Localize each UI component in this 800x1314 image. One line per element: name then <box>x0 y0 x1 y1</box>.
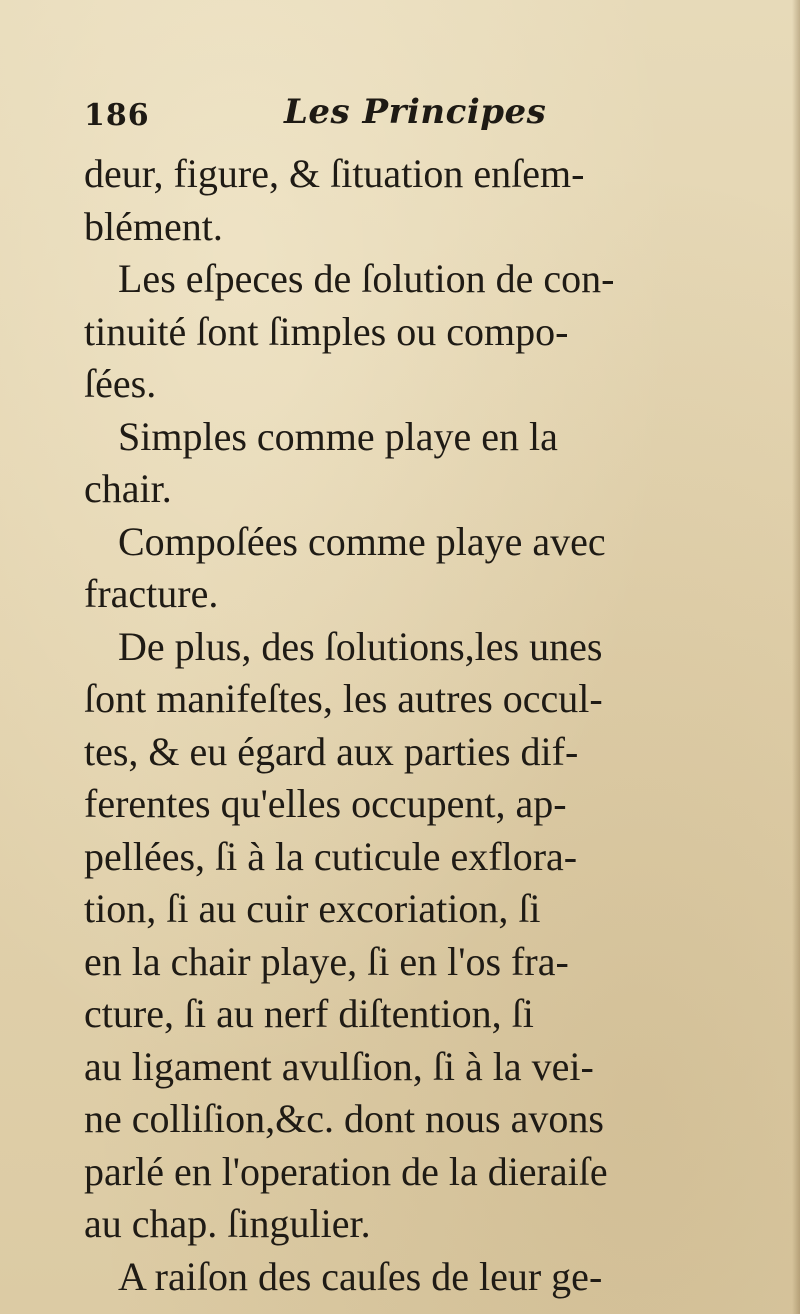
text-line: au ligament avulſion, ſi à la vei- <box>84 1043 594 1089</box>
text-line: ſont manifeſtes, les autres occul- <box>84 676 603 721</box>
text-line: ferentes qu'elles occupent, ap- <box>84 781 567 826</box>
text-line: tion, ſi au cuir excoriation, ſi <box>84 886 541 931</box>
text-line: en la chair playe, ſi en l'os fra- <box>84 938 569 984</box>
text-line: tinuité ſont ſimples ou compo- <box>84 308 569 354</box>
text-line: Compoſées comme playe avec <box>118 518 606 564</box>
page-header <box>84 92 704 140</box>
text-line: au chap. ſingulier. <box>84 1201 371 1246</box>
text-line: deur, figure, & ſituation enſem- <box>84 151 585 196</box>
text-line: pellées, ſi à la cuticule exflora- <box>84 833 578 879</box>
page-number: 186 <box>84 98 150 133</box>
text-line: De plus, des ſolutions,les unes <box>118 623 603 669</box>
text-line: ſées. <box>84 361 157 406</box>
text-line: A raiſon des cauſes de leur ge- <box>118 1253 603 1299</box>
text-line: fracture. <box>84 571 219 616</box>
running-title: Les Principes <box>284 92 547 132</box>
text-line: cture, ſi au nerf diſtention, ſi <box>84 991 534 1036</box>
body-text <box>84 148 704 1303</box>
text-line: blément. <box>84 203 223 249</box>
text-line: Les eſpeces de ſolution de con- <box>118 256 615 301</box>
text-line: tes, & eu égard aux parties dif- <box>84 728 579 774</box>
page-edge-shadow <box>792 0 800 1314</box>
text-line: Simples comme playe en la <box>118 413 558 459</box>
text-line: chair. <box>84 466 172 511</box>
text-line: ne colliſion,&c. dont nous avons <box>84 1096 604 1141</box>
text-line: parlé en l'operation de la dieraiſe <box>84 1148 608 1194</box>
